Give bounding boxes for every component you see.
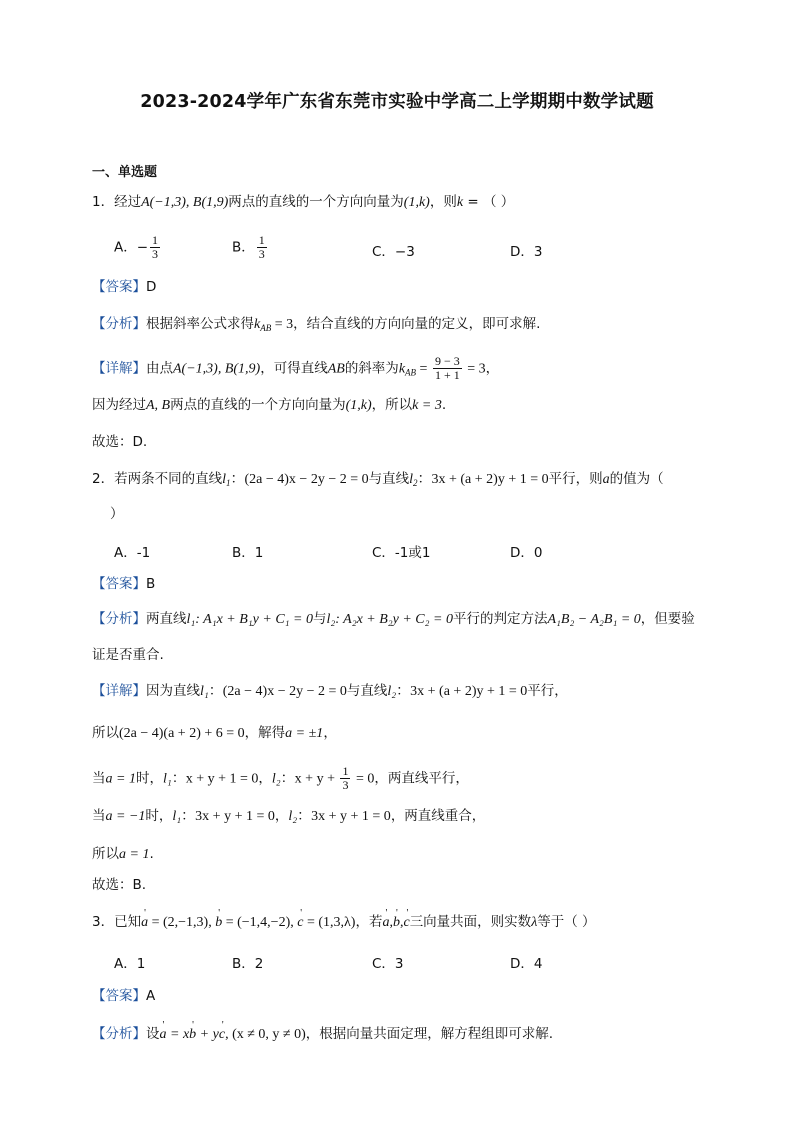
q3-answer: 【答案】A [92, 988, 156, 1004]
q2-choose: 故选：B. [92, 877, 147, 893]
q1-stem: 1．经过A(−1,3), B(1,9)两点的直线的一个方向向量为(1,k)，则k = （ ） [92, 194, 515, 210]
q2-detail: 【详解】因为直线l₁：(2a − 4)x − 2y − 2 = 0与直线l₂：3x + (a + 2)y + 1 = 0平行， [92, 683, 568, 699]
q2-analysis: 【分析】两直线l₁: A₁x + B₁y + C₁ = 0与l₂: A₂x + B₂y + C₂ = 0平行的判定方法A₁B₂ − A₂B₁ = 0，但要验 [92, 611, 695, 627]
q2-stem: 2．若两条不同的直线$l_1$：(2a − 4)x − 2y − 2 = 0与直线$l_2$：3x + (a + 2)y + 1 = 0平行，则a的值为（ [92, 471, 664, 488]
q2-stem-end: ） [110, 506, 124, 522]
q2-step-1: 所以(2a − 4)(a + 2) + 6 = 0，解得a = ±1， [92, 725, 337, 741]
q1-option-a: A．− $\frac{1}{3}$ [114, 233, 159, 261]
q3-analysis: 【分析】设' a = x' b + y' c, (x ≠ 0, y ≠ 0)，根据向量共面定理，解方程组即可求解. [92, 1025, 553, 1044]
q1-choose: 故选：D. [92, 434, 148, 450]
q2-analysis-line2: 证是否重合. [92, 647, 164, 663]
q1-option-c: C．−3 [372, 244, 415, 260]
q2-step-3: 当a = −1时，l₁：3x + y + 1 = 0，l₂：3x + y + 1 = 0，两直线重合， [92, 808, 486, 824]
q1-option-b: B． $\frac{1}{3}$ [232, 233, 265, 261]
q1-detail-line2: 因为经过A, B两点的直线的一个方向向量为(1,k)，所以k = 3. [92, 397, 447, 413]
q3-option-b: B．2 [232, 956, 264, 972]
q2-option-b: B．1 [232, 545, 264, 561]
q2-option-c: C．-1或1 [372, 545, 431, 561]
q3-option-d: D．4 [510, 956, 543, 972]
q3-option-c: C．3 [372, 956, 404, 972]
q2-step-2: 当a = 1时，l₁：x + y + 1 = 0，l₂：x + y + $\frac{1}{3}$ = 0，两直线平行， [92, 764, 469, 792]
q1-detail: 【详解】由点A(−1,3), B(1,9)，可得直线AB的斜率为$k_{AB}$ = $\frac{9 - 3}{1 + 1}$ = 3， [92, 354, 500, 382]
q2-answer: 【答案】B [92, 576, 156, 592]
q1-answer: 【答案】D [92, 279, 157, 295]
section-heading: 一、单选题 [92, 165, 158, 180]
page-title: 2023-2024学年广东省东莞市实验中学高二上学期期中数学试题 [140, 92, 654, 112]
q2-step-4: 所以a = 1. [92, 846, 154, 862]
q2-option-a: A．-1 [114, 545, 151, 561]
q2-option-d: D．0 [510, 545, 543, 561]
q1-option-d: D．3 [510, 244, 543, 260]
q3-stem: 3．已知' a = (2,−1,3), ' b = (−1,4,−2), ' c = (1,3,λ)，若' a,' b,' c三向量共面，则实数λ等于（ ） [92, 913, 596, 932]
q1-analysis: 【分析】根据斜率公式求得$k_{AB} = 3$，结合直线的方向向量的定义，即可求解. [92, 316, 541, 333]
q3-option-a: A．1 [114, 956, 146, 972]
